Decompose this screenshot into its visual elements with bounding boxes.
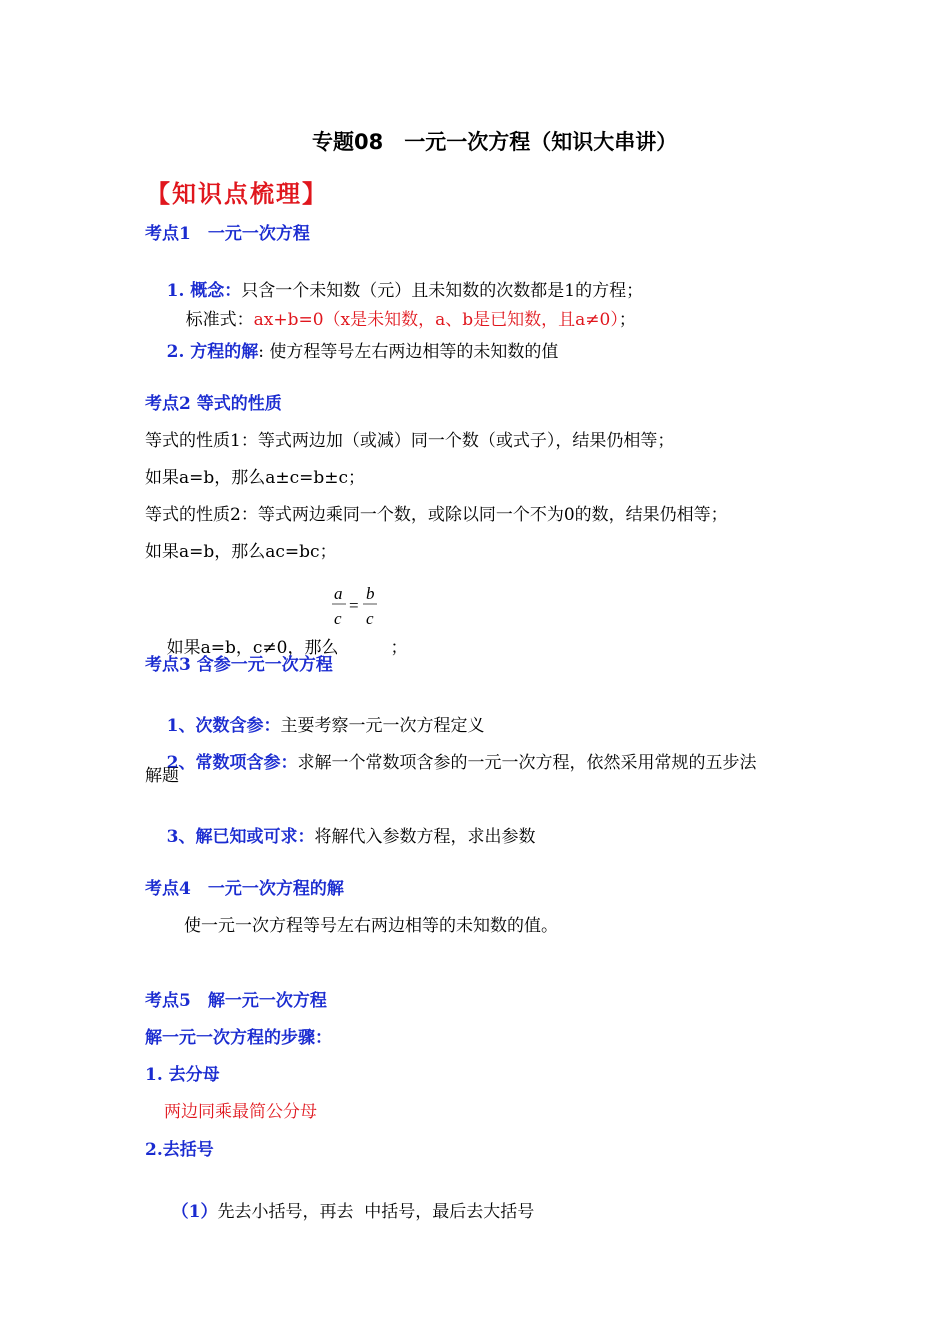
section-1-heading: 考点1 一元一次方程 [145,224,310,244]
section-4-heading: 考点4 一元一次方程的解 [145,879,344,899]
param-item-2-continued: 解题 [145,766,179,786]
division-text: 如果a=b，c≠0，那么 [166,638,339,658]
section-4-text: 使一元一次方程等号左右两边相等的未知数的值。 [184,916,558,936]
param-item-1-label: 1、次数含参： [166,716,281,736]
property-1: 等式的性质1：等式两边加（或减）同一个数（或式子），结果仍相等； [145,431,675,451]
step-2: 2.去括号 [145,1140,214,1160]
concept-text: 只含一个未知数（元）且未知数的次数都是1的方程； [241,281,644,301]
param-item-3-text: 将解代入参数方程，求出参数 [314,827,536,847]
fraction-numerator-a: a [334,584,343,603]
step-1-note: 两边同乘最简公分母 [164,1102,317,1122]
solution-text: : 使方程等号左右两边相等的未知数的值 [258,342,559,362]
division-end: ； [390,638,408,658]
steps-heading: 解一元一次方程的步骤： [145,1028,332,1048]
standard-form-text: ax+b=0（x是未知数，a、b是已知数，且a≠0） [253,310,619,330]
property-2: 等式的性质2：等式两边乘同一个数，或除以同一个不为0的数，结果仍相等； [145,505,728,525]
section-3-heading: 考点3 含参一元一次方程 [145,655,333,675]
step-2-note-label: （1） [171,1202,218,1222]
param-item-3-label: 3、解已知或可求： [166,827,315,847]
step-1: 1. 去分母 [145,1065,220,1085]
standard-form-label: 标准式： [185,310,254,330]
step-2-note-text: 先去小括号，再去 中括号，最后去大括号 [217,1202,535,1222]
param-item-2 [145,727,756,799]
param-item-3 [145,801,535,873]
param-item-2-text: 求解一个常数项含参的一元一次方程，依然采用常规的五步法 [297,753,757,773]
fraction-denominator-a: c [334,609,342,628]
standard-form-end: ； [618,310,636,330]
solution-line [145,316,558,388]
solution-label: 2. 方程的解 [166,342,259,362]
section-5-heading: 考点5 解一元一次方程 [145,991,327,1011]
page-title: 专题08 一元一次方程（知识大串讲） [312,130,678,154]
property-2-example: 如果a=b，那么ac=bc； [145,542,337,562]
fraction-numerator-b: b [366,584,375,603]
param-item-2-label: 2、常数项含参： [166,753,298,773]
fraction-equals: = [349,596,359,615]
fraction-formula [330,582,380,630]
section-2-heading: 考点2 等式的性质 [145,394,282,414]
concept-label: 1. 概念： [166,281,242,301]
knowledge-banner: 【知识点梳理】 [146,179,328,208]
step-2-note [150,1176,534,1248]
param-item-1-text: 主要考察一元一次方程定义 [280,716,485,736]
property-1-example: 如果a=b，那么a±c=b±c； [145,468,366,488]
fraction-denominator-b: c [366,609,374,628]
